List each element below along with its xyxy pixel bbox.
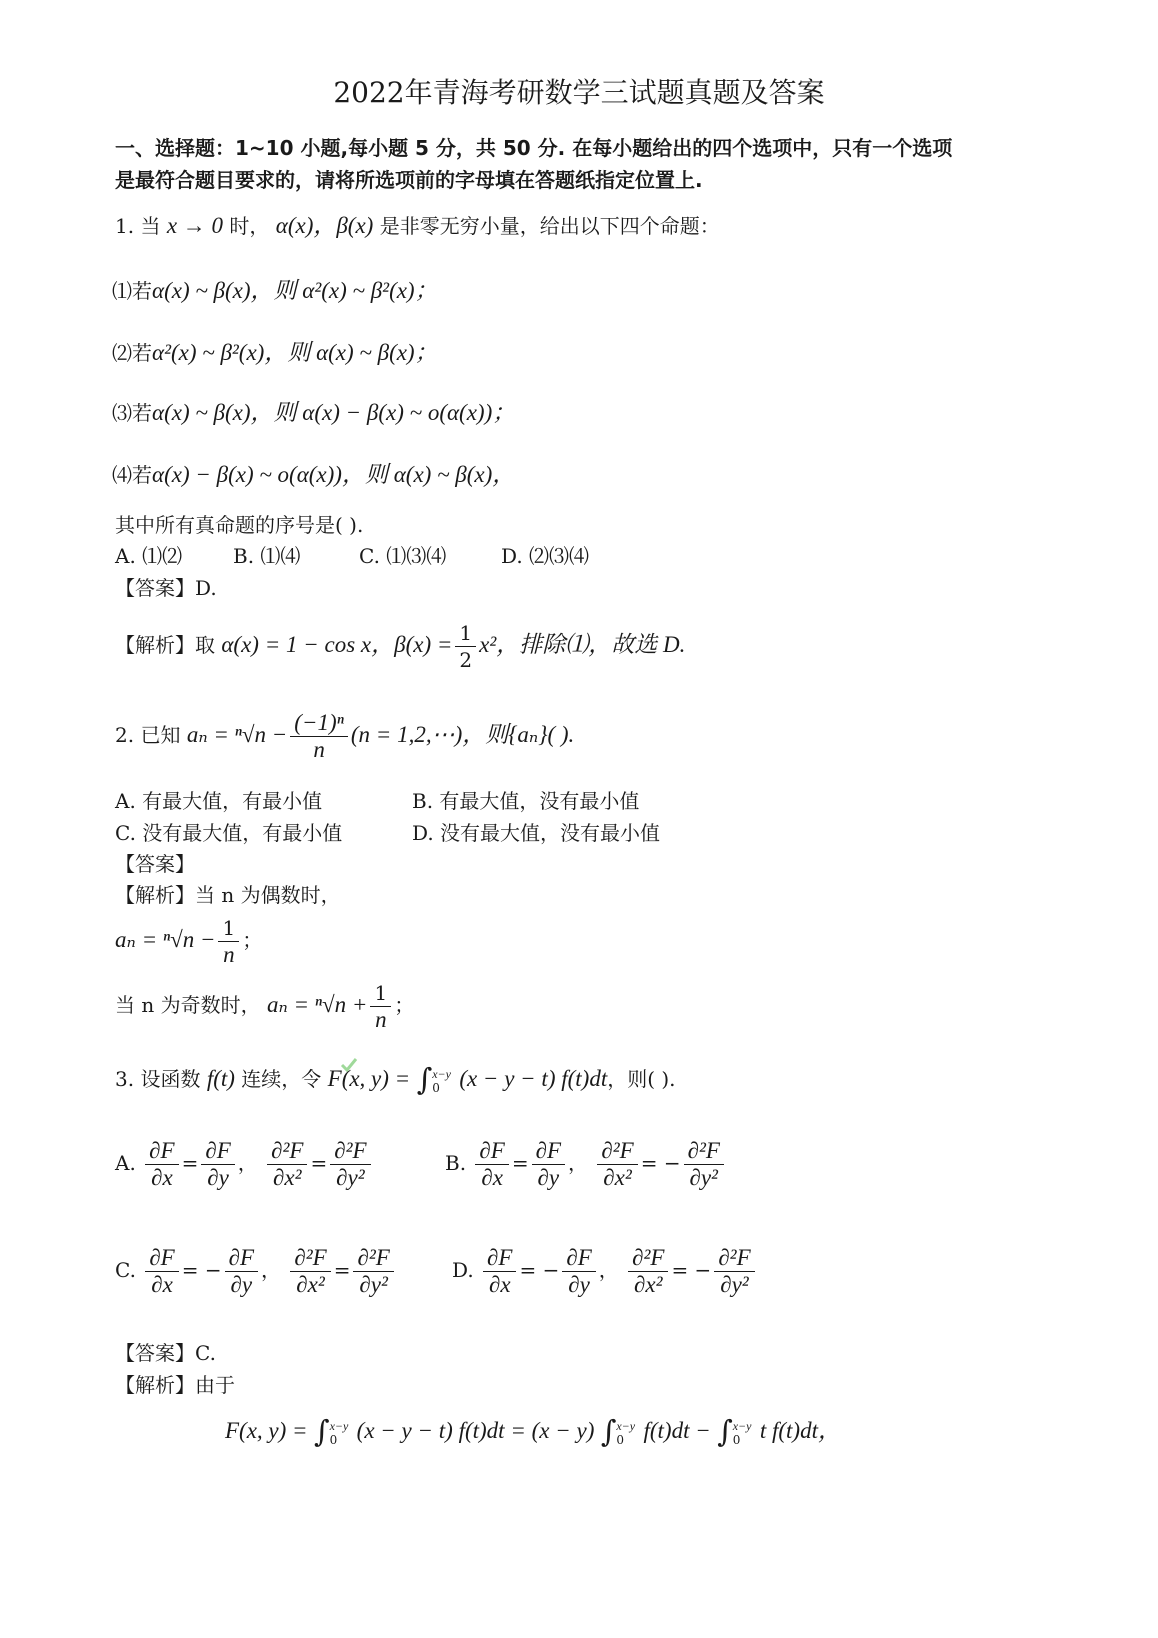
numerator: ∂F (201, 1138, 234, 1165)
q2-stem-formula: aₙ = ⁿ√n − (186, 722, 288, 747)
page-title: 2022年青海考研数学三试题真题及答案 (333, 76, 825, 109)
q2-odd-tail: ； (394, 993, 415, 1017)
q1-analysis-fraction (455, 620, 476, 673)
numerator: ∂²F (714, 1245, 754, 1272)
q3-formula-b: (x − y − t) f(t)dt = (x − y) (356, 1418, 595, 1443)
numerator: ∂²F (267, 1138, 307, 1165)
q1-answer: 【答案】D. (115, 576, 217, 600)
limits (733, 1419, 752, 1447)
denominator: ∂y (568, 1272, 590, 1297)
q1-ask: 其中所有真命题的序号是( ). (115, 513, 364, 537)
q1-p4-formula: α(x) − β(x) ~ o(α(x))，则 α(x) ~ β(x)， (152, 462, 516, 487)
q1-option-c: C. ⑴⑶⑷ (359, 544, 447, 568)
q3-option-d-label: D. (452, 1258, 474, 1282)
q3-b-frac1 (475, 1138, 508, 1191)
q2-even-numerator: 1 (218, 915, 239, 942)
q3-option-b (445, 1138, 727, 1191)
denominator: ∂x² (634, 1272, 663, 1297)
numerator: ∂²F (597, 1138, 637, 1165)
q1-stem-c: 时， (229, 214, 270, 238)
q3-option-a-label: A. (115, 1151, 136, 1175)
q1-analysis-label: 【解析】取 (115, 633, 215, 657)
q2-stem-fraction (290, 710, 348, 763)
denominator: ∂y (537, 1165, 560, 1190)
lower: 0 (732, 1432, 741, 1447)
q1-option-d: D. ⑵⑶⑷ (501, 544, 590, 568)
q2-odd-fraction (370, 980, 391, 1033)
equals: = (511, 1151, 529, 1175)
q3-c-frac3 (290, 1245, 330, 1298)
q2-odd-formula: aₙ = ⁿ√n + (266, 992, 368, 1017)
q3-a-frac2 (201, 1138, 234, 1191)
q3-option-d (452, 1245, 758, 1298)
q1-proposition-3 (112, 400, 515, 426)
integral-sign-icon: ∫ (600, 1414, 617, 1450)
q2-even-case (115, 915, 262, 968)
q3-a-frac4 (330, 1138, 370, 1191)
q3-b-frac2 (532, 1138, 565, 1191)
equals-negative: = − (181, 1258, 222, 1282)
q3-option-b-label: B. (445, 1151, 467, 1175)
q1-fraction-denominator: 2 (459, 648, 473, 672)
numerator: ∂F (145, 1245, 178, 1272)
q2-stem-a: 2. 已知 (115, 723, 181, 747)
q2-even-formula: aₙ = ⁿ√n − (115, 927, 216, 952)
comma: ， (237, 1151, 258, 1175)
q3-d-frac3 (628, 1245, 668, 1298)
q2-stem-tail: (n = 1,2,⋯)，则{aₙ}( ). (350, 722, 575, 747)
q2-option-a: A. 有最大值，有最小值 (115, 789, 323, 813)
equals: = (310, 1151, 328, 1175)
denominator: ∂x² (273, 1165, 302, 1190)
numerator: ∂F (475, 1138, 508, 1165)
q3-option-a (115, 1138, 374, 1191)
q3-c-frac4 (353, 1245, 393, 1298)
q2-even-tail: ； (242, 928, 263, 952)
q3-stem-F: F(x, y) = (327, 1066, 411, 1091)
numerator: ∂F (532, 1138, 565, 1165)
numerator: ∂F (483, 1245, 516, 1272)
q3-stem-a: 3. 设函数 (115, 1067, 201, 1091)
comma: ， (261, 1258, 282, 1282)
q2-answer: 【答案】 (115, 852, 195, 876)
q2-odd-denominator: n (375, 1007, 387, 1032)
lower: 0 (616, 1432, 624, 1447)
upper: x−y (329, 1418, 349, 1433)
q2-odd-label: 当 n 为奇数时， (115, 993, 261, 1017)
q2-option-c: C. 没有最大值，有最小值 (115, 821, 343, 845)
equals: = (333, 1258, 351, 1282)
q1-proposition-4 (112, 462, 515, 488)
q3-b-frac4 (684, 1138, 724, 1191)
equals-negative: = − (671, 1258, 712, 1282)
upper: x−y (732, 1418, 752, 1433)
denominator: ∂x (151, 1165, 173, 1190)
numerator: ∂²F (330, 1138, 370, 1165)
q3-analysis: 【解析】由于 (115, 1373, 235, 1397)
q1-fraction-numerator: 1 (455, 620, 476, 647)
q1-analysis (115, 620, 685, 673)
numerator: ∂F (225, 1245, 258, 1272)
q2-even-denominator: n (223, 942, 235, 967)
q3-option-c-label: C. (115, 1258, 136, 1282)
q1-option-a: A. ⑴⑵ (115, 544, 183, 568)
section-heading-line2: 是最符合题目要求的，请将所选项前的字母填在答题纸指定位置上. (115, 168, 703, 192)
numerator: ∂F (562, 1245, 595, 1272)
section-heading-line1: 一、选择题：1~10 小题,每小题 5 分，共 50 分. 在每小题给出的四个选项中，只有一个选项 (115, 136, 953, 160)
q1-analysis-formula: α(x) = 1 − cos x，β(x) = (221, 632, 453, 657)
q3-upper-limit: x−y (432, 1066, 451, 1081)
comma: ， (598, 1258, 619, 1282)
denominator: ∂y² (359, 1272, 388, 1297)
q3-c-frac1 (145, 1245, 178, 1298)
denominator: ∂y (230, 1272, 253, 1297)
denominator: ∂y² (720, 1272, 749, 1297)
q3-a-frac3 (267, 1138, 307, 1191)
q1-p1-label: ⑴若 (112, 279, 152, 303)
q1-stem-a: 1. 当 (115, 214, 161, 238)
q3-a-frac1 (145, 1138, 178, 1191)
q2-even-fraction (218, 915, 239, 968)
upper: x−y (616, 1418, 636, 1433)
q2-analysis: 【解析】当 n 为偶数时， (115, 883, 341, 907)
comma: ， (568, 1151, 589, 1175)
q1-stem-e: 是非零无穷小量，给出以下四个命题： (379, 214, 720, 238)
q3-integral-limits (432, 1067, 451, 1095)
q2-odd-case (115, 980, 414, 1033)
q3-formula-d: t f(t)dt， (759, 1418, 841, 1443)
q3-stem (115, 1062, 676, 1098)
q2-fraction-denominator: n (313, 737, 325, 762)
q2-stem (115, 710, 574, 763)
q3-stem-function: f(t) (206, 1066, 235, 1091)
q2-fraction-numerator: (−1)ⁿ (290, 710, 348, 737)
q2-option-d: D. 没有最大值，没有最小值 (412, 821, 661, 845)
denominator: ∂x (481, 1165, 503, 1190)
integral-sign-icon: ∫ (717, 1414, 733, 1450)
q3-d-frac4 (714, 1245, 754, 1298)
q1-stem-limit: x → 0 (166, 213, 224, 238)
numerator: ∂²F (290, 1245, 330, 1272)
limits (330, 1419, 349, 1447)
equals: = (181, 1151, 199, 1175)
q3-stem-integrand: (x − y − t) f(t)dt (459, 1066, 608, 1091)
numerator: ∂F (145, 1138, 178, 1165)
equals-negative: = − (640, 1151, 681, 1175)
q1-option-b: B. ⑴⑷ (233, 544, 301, 568)
q3-lower-limit: 0 (432, 1080, 440, 1095)
q3-d-frac2 (562, 1245, 595, 1298)
denominator: ∂x² (296, 1272, 325, 1297)
q2-option-b: B. 有最大值，没有最小值 (412, 789, 640, 813)
denominator: ∂y² (336, 1165, 365, 1190)
denominator: ∂x (488, 1272, 511, 1297)
q1-p3-label: ⑶若 (112, 401, 152, 425)
denominator: ∂x (151, 1272, 173, 1297)
q1-stem (115, 213, 720, 239)
q3-stem-tail: ，则( ). (607, 1067, 676, 1091)
q1-proposition-1 (112, 278, 438, 304)
q1-p2-formula: α²(x) ~ β²(x)，则 α(x) ~ β(x)； (152, 340, 438, 365)
numerator: ∂²F (628, 1245, 668, 1272)
q1-p2-label: ⑵若 (112, 341, 152, 365)
q1-p1-formula: α(x) ~ β(x)，则 α²(x) ~ β²(x)； (152, 278, 438, 303)
q1-p3-formula: α(x) ~ β(x)，则 α(x) − β(x) ~ o(α(x))； (152, 400, 516, 425)
q3-c-frac2 (225, 1245, 258, 1298)
q3-formula-a: F(x, y) = (225, 1418, 308, 1443)
equals-negative: = − (519, 1258, 560, 1282)
q1-stem-functions: α(x)，β(x) (275, 213, 374, 238)
denominator: ∂x² (603, 1165, 632, 1190)
q3-option-c (115, 1245, 397, 1298)
q3-d-frac1 (483, 1245, 516, 1298)
numerator: ∂²F (353, 1245, 393, 1272)
integral-sign-icon: ∫ (416, 1062, 433, 1098)
q3-stem-c: 连续，令 (241, 1067, 322, 1091)
q2-odd-numerator: 1 (370, 980, 391, 1007)
q3-b-frac3 (597, 1138, 637, 1191)
integral-sign-icon: ∫ (313, 1414, 330, 1450)
q1-proposition-2 (112, 340, 438, 366)
q3-formula-c: f(t)dt − (643, 1418, 711, 1443)
q3-answer: 【答案】C. (115, 1341, 216, 1365)
denominator: ∂y (207, 1165, 229, 1190)
q1-analysis-tail: x²，排除⑴，故选 D. (479, 632, 686, 657)
q1-p4-label: ⑷若 (112, 463, 152, 487)
q3-formula (225, 1414, 841, 1450)
lower: 0 (329, 1432, 338, 1447)
denominator: ∂y² (689, 1165, 718, 1190)
limits (616, 1419, 635, 1447)
numerator: ∂²F (684, 1138, 724, 1165)
